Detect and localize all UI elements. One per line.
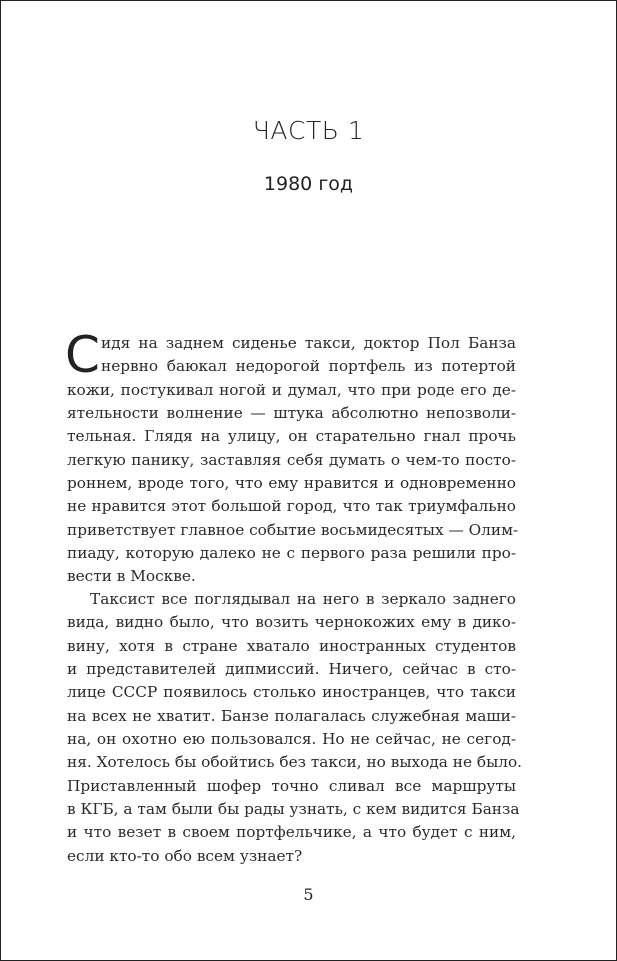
text-line: вину, хотя в стране хватало иностранных студентов — [67, 636, 516, 655]
text-line: и что везет в своем портфельчике, а что будет с ним, — [67, 823, 516, 842]
text-line: на всех не хватит. Банзе полагалась служебная маши- — [67, 706, 516, 725]
chapter-heading: ЧАСТЬ 1 — [252, 116, 365, 145]
text-line: тельная. Глядя на улицу, он старательно гнал прочь — [67, 427, 516, 446]
text-line: легкую панику, заставляя себя думать о чем-то посто- — [67, 450, 516, 469]
text-line: Приставленный шофер точно сливал все маршруты — [67, 776, 516, 795]
text-line: ятельности волнение — штука абсолютно непозволи- — [67, 404, 516, 423]
text-line: и представителей дипмиссий. Ничего, сейчас в сто- — [67, 660, 516, 679]
text-line: в КГБ, а там были бы рады узнать, с кем видится Банза — [67, 800, 520, 819]
drop-cap: С — [65, 326, 100, 384]
text-line: кожи, постукивал ногой и думал, что при роде его де- — [67, 380, 516, 399]
text-line: приветствует главное событие восьмидесятых — Олим- — [67, 520, 519, 539]
text-line: ня. Хотелось бы обойтись без такси, но выхода не было. — [67, 753, 523, 772]
text-line: пиаду, которую далеко не с первого раза решили про- — [67, 544, 516, 563]
text-line: вида, видно было, что возить чернокожих ему в дико- — [67, 613, 516, 632]
text-line: идя на заднем сиденье такси, доктор Пол Банза — [101, 334, 516, 352]
text-line: если кто-то обо всем узнает? — [67, 846, 303, 865]
text-line: лице СССР появилось столько иностранцев, что такси — [67, 683, 516, 702]
text-line: вести в Москве. — [67, 567, 196, 586]
page-number: 5 — [303, 885, 314, 904]
text-line: на, он охотно ею пользовался. Но не сейчас, не сегод- — [67, 730, 516, 749]
paragraph-2 — [67, 588, 523, 868]
paragraph-1 — [65, 326, 519, 589]
chapter-year: 1980 год — [263, 173, 354, 195]
text-line: не нравится этот большой город, что так триумфально — [67, 497, 516, 516]
text-line: роннем, вроде того, что ему нравится и одновременно — [67, 474, 516, 493]
text-line: Таксист все поглядывал на него в зеркало заднего — [90, 590, 516, 608]
text-line: нервно баюкал недорогой портфель из потертой — [101, 357, 516, 376]
